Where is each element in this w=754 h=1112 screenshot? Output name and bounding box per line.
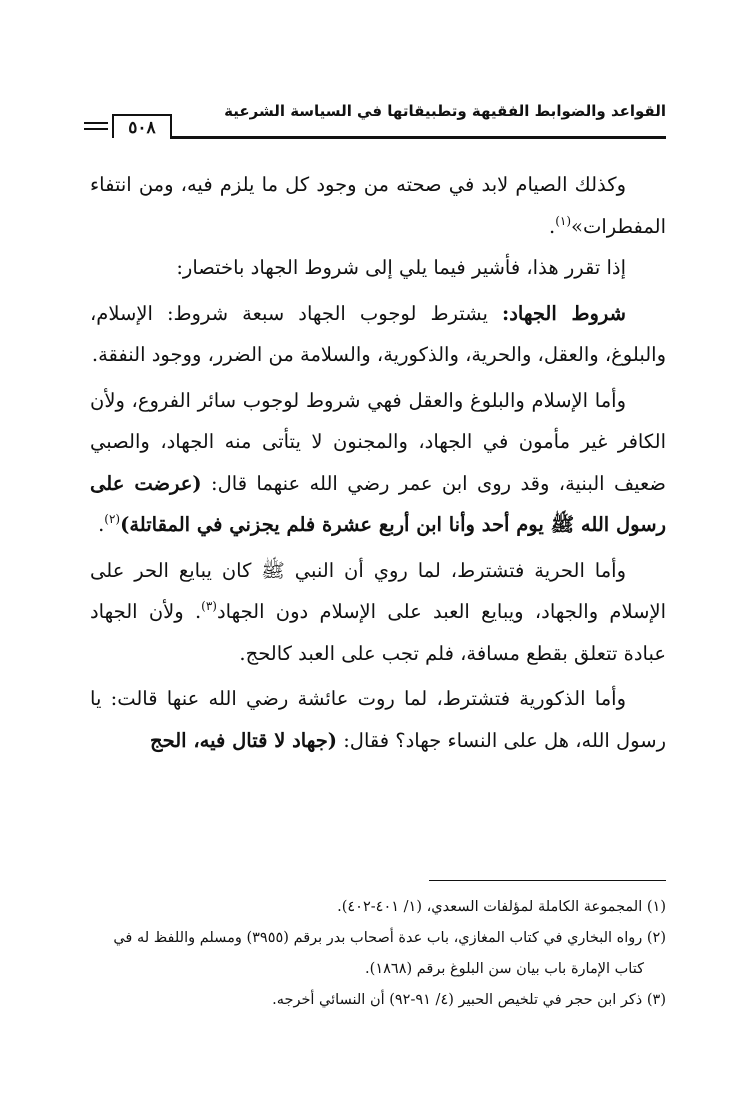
paragraph-5: وأما الحرية فتشترط، لما روي أن النبي ﷺ كان يبايع الحر على الإسلام والجهاد، ويبايع العبد على الإسلام دون الجهاد$^{(٣)}$. ولأن الجهاد عبادة تتعلق بقطع مسافة، فلم تجب على العبد كالحج. [90,558,666,665]
paragraph-4: وأما الإسلام والبلوغ والعقل فهي شروط لوجوب سائر الفروع، ولأن الكافر غير مأمون في الجهاد، والمجنون لا يتأتى منه الجهاد، والصبي ضعيف البنية، وقد روى ابن عمر رضي الله عنهما قال: (عرضت على رسول الله ﷺ يوم أحد وأنا ابن أربع عشرة فلم يجزني في المقاتلة)$^{(٢)}$. [90,388,666,536]
footnote-ref-1[interactable]: (١) [555,213,572,228]
footnote-3: (٣) ذكر ابن حجر في تلخيص الحبير (٤/ ٩١-٩٢) أن النسائي أخرجه. [272,992,666,1008]
footnote-1: (١) المجموعة الكاملة لمؤلفات السعدي، (١/ ٤٠١-٤٠٢). [337,899,666,915]
running-header [86,100,666,140]
paragraph-3: شروط الجهاد: يشترط لوجوب الجهاد سبعة شروط: الإسلام، والبلوغ، والعقل، والحرية، والذكورية، والسلامة من الضرر، ووجود النفقة. [90,301,666,366]
footnote-2: (٢) رواه البخاري في كتاب المغازي، باب عدة أصحاب بدر برقم (٣٩٥٥) ومسلم واللفظ له في [113,930,666,946]
paragraph-1: وكذلك الصيام لابد في صحته من وجود كل ما يلزم فيه، ومن انتفاء المفطرات»$^{(١)}$. [90,173,666,238]
hadith-quote-1: (عرضت على رسول الله ﷺ يوم أحد وأنا ابن أربع عشرة فلم يجزني في المقاتلة) [90,471,666,536]
footnote-separator [429,880,666,881]
running-title: القواعد والضوابط الفقيهة وتطبيقاتها في السياسة الشرعية [224,102,666,120]
footnote-ref-2[interactable]: (٢) [104,512,121,526]
footnote-2-continuation: كتاب الإمارة باب بيان سن البلوغ برقم (١٨٦٨). [365,961,644,977]
paragraph-2: إذا تقرر هذا، فأشير فيما يلي إلى شروط الجهاد باختصار: [176,256,626,279]
main-text [90,164,666,761]
header-rule [170,136,666,139]
paragraph-6: وأما الذكورية فتشترط، لما روت عائشة رضي الله عنها قالت: يا رسول الله، هل على النساء جهاد؟ فقال: (جهاد لا قتال فيه، الحج [90,687,666,752]
page-number-ornament [84,122,108,134]
footnotes [90,892,666,1016]
footnote-ref-3[interactable]: (٣) [201,599,217,613]
page-number: ٥٠٨ [112,114,172,138]
section-heading: شروط الجهاد: [502,301,626,325]
hadith-quote-2: (جهاد لا قتال فيه، الحج [150,728,338,752]
